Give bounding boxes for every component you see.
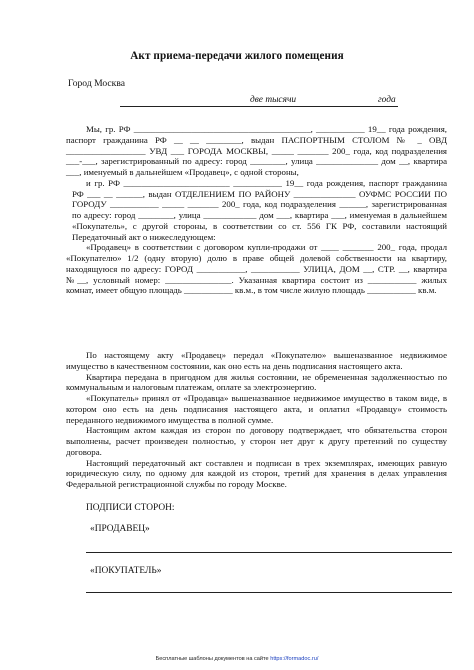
paragraph-seller: Мы, гр. РФ ________________________________________, ___________ 19__ года рождения, паспорт гражданина РФ __ __ ________, выдан ПАСПОРТНЫМ СТОЛОМ № _ ОВД __________________ УВД ___ ГОРОДА МОСКВЫ, _____ _______ 200_ года, код подразделения ___-___, зарегистрированный по адресу: город ________, улица ______________ дом __, квартира ___, именуемый в дальнейшем «Продавец», с одной стороны, xyxy=(66,124,447,177)
paragraph-condition: Квартира передана в пригодном для жилья состоянии, не обремененная задолженностью по коммунальным и налоговым платежам, оплате за электроэнергию. xyxy=(66,371,447,393)
date-words-2: года xyxy=(378,95,396,105)
paragraph-transfer: По настоящему акту «Продавец» передал «Покупателю» вышеназванное недвижимое имущество в качественном состоянии, как оно есть на день подписания настоящего акта. xyxy=(66,350,447,371)
paragraph-buyer: и гр. РФ ________________________ ___________ 19__ года рождения, паспорт гражданина РФ ___ __ ______, выдан ОТДЕЛЕНИЕМ ПО РАЙОНУ ______________ ОУФМС РОССИИ ПО ГОРОДУ ___________ _____ _______ 200_ года, код подразделения ______, зарегистрированная по адресу: город ________, улица ____________ дом ___, квартира ___, именуемая в дальнейшем «Покупатель», с другой стороны, в соответствии со ст. 556 ГК РФ, составили настоящий Передаточный акт о нижеследующем: xyxy=(72,177,447,242)
footer xyxy=(0,656,474,662)
date-words-1: две тысячи xyxy=(250,95,297,105)
terms-section xyxy=(66,350,447,490)
signatures-heading: ПОДПИСИ СТОРОН: xyxy=(86,503,175,513)
city-label: Город Москва xyxy=(68,78,126,89)
document-title: Акт приема-передачи жилого помещения xyxy=(130,50,344,62)
footer-text: Бесплатные шаблоны документов на сайте xyxy=(155,656,269,662)
paragraph-accept: «Покупатель» принял от «Продавца» вышеназванное недвижимое имущество в таком виде, в котором оно есть на день подписания настоящего акта, и оплатил «Продавцу» стоимость переданного недвижимого имущества в полной сумме. xyxy=(66,393,447,425)
footer-link[interactable]: https://formadoc.ru/ xyxy=(270,656,319,662)
paragraph-sale: «Продавец» в соответствии с договором купли-продажи от ____ _______ 200_ года, продал «Покупателю» 1/2 (одну вторую) долю в праве общей долевой собственности на квартиру, находящуюся по адресу: ГОРОД ___________, ___________ УЛИЦА, ДОМ __, СТР. __, квартира №__, условный номер: _______________. Указанная квартира состоит из ___________ жилых комнат, имеет общую площадь ___________ кв.м., в том числе жилую площадь ___________ кв.м. xyxy=(66,242,447,296)
seller-signature-line xyxy=(86,552,452,553)
parties-section xyxy=(66,124,447,296)
buyer-signature-line xyxy=(86,592,452,593)
seller-signature-label: «ПРОДАВЕЦ» xyxy=(90,524,150,534)
paragraph-copies: Настоящий передаточный акт составлен и подписан в трех экземплярах, имеющих равную юридическую силу, по одному для каждой из сторон, третий для хранения в делах управления Федеральной регистрационной службы по городу Москве. xyxy=(66,457,447,489)
buyer-signature-label: «ПОКУПАТЕЛЬ» xyxy=(90,566,162,576)
paragraph-obligations: Настоящим актом каждая из сторон по договору подтверждает, что обязательства сторон выполнены, расчет произведен полностью, у сторон нет друг к другу претензий по существу договора. xyxy=(66,425,447,457)
